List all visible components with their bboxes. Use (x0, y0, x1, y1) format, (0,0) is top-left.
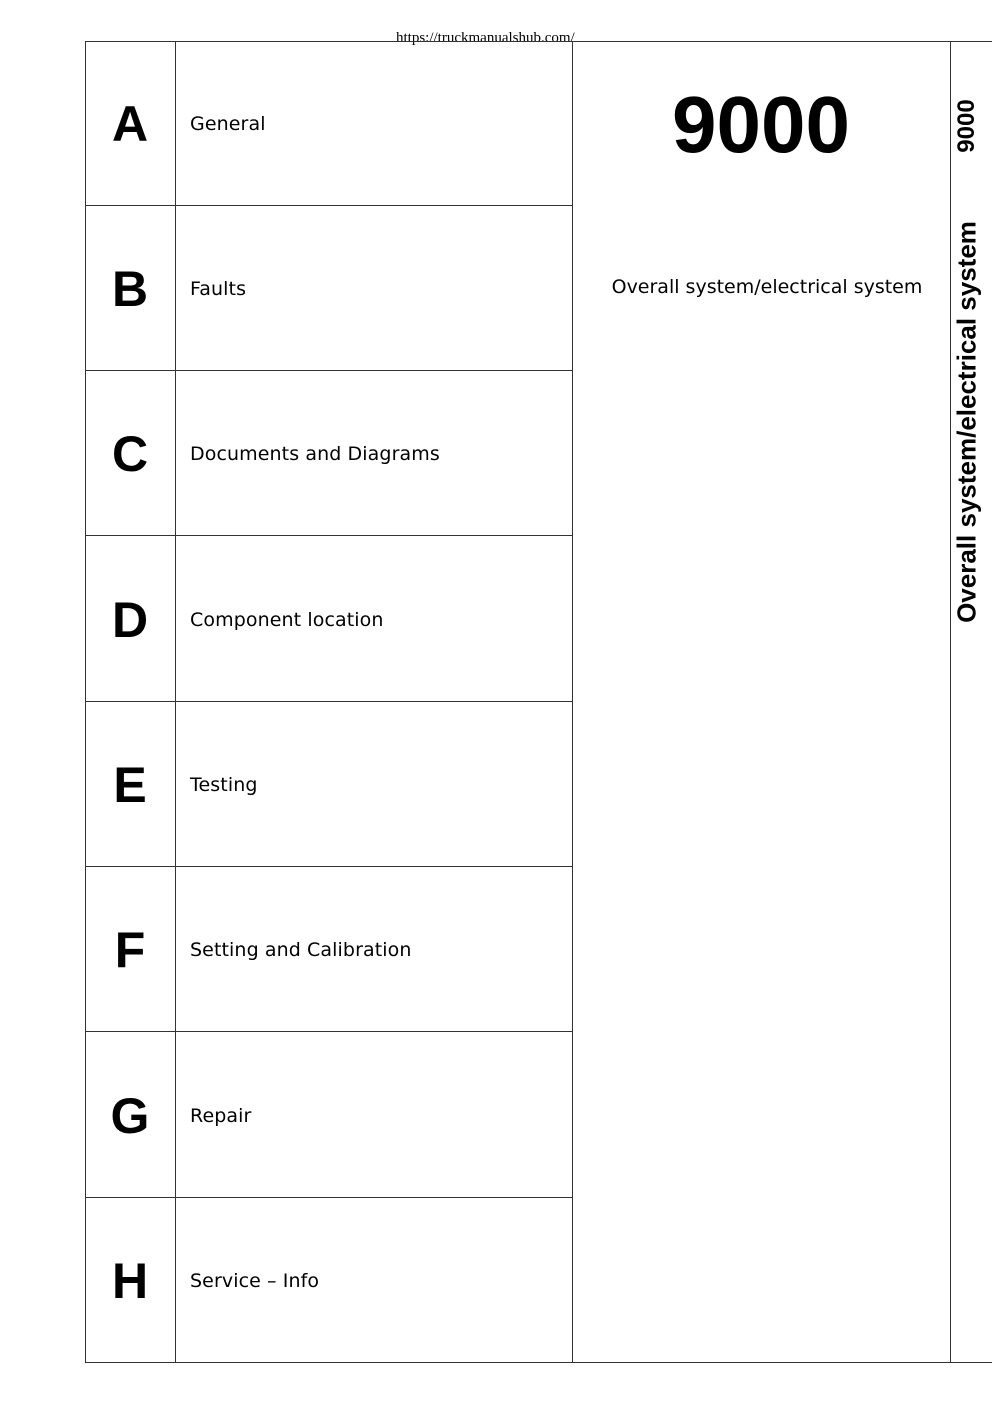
section-letter: A (111, 95, 149, 152)
section-letter: E (113, 756, 147, 813)
section-letter: B (111, 260, 149, 317)
section-row-c[interactable] (85, 371, 572, 536)
section-label: Testing (190, 773, 258, 796)
section-row-h[interactable] (85, 1198, 572, 1363)
spine-title: Overall system/electrical system (951, 221, 982, 623)
spine-number: 9000 (953, 99, 980, 153)
section-letter: F (114, 921, 146, 978)
section-label: Documents and Diagrams (190, 442, 440, 465)
section-label: Repair (190, 1104, 252, 1127)
source-url[interactable]: https://truckmanualshub.com/ (396, 30, 575, 46)
sections-column-divider (572, 41, 573, 1363)
section-row-g[interactable] (85, 1033, 572, 1198)
section-label: Setting and Calibration (190, 938, 412, 961)
section-letter: H (111, 1252, 149, 1309)
section-label: Component location (190, 608, 384, 631)
section-index (85, 41, 572, 1363)
section-row-f[interactable] (85, 867, 572, 1032)
group-number: 9000 (672, 80, 850, 169)
section-letter: G (110, 1087, 150, 1144)
section-label: Service – Info (190, 1269, 320, 1292)
section-letter: C (111, 425, 149, 482)
section-letter: D (111, 591, 149, 648)
group-title: Overall system/electrical system (611, 276, 923, 298)
section-label: Faults (190, 277, 247, 300)
section-row-e[interactable] (85, 702, 572, 867)
section-label: General (190, 112, 266, 135)
section-row-d[interactable] (85, 537, 572, 702)
section-row-a[interactable] (85, 41, 572, 206)
section-row-b[interactable] (85, 206, 572, 371)
